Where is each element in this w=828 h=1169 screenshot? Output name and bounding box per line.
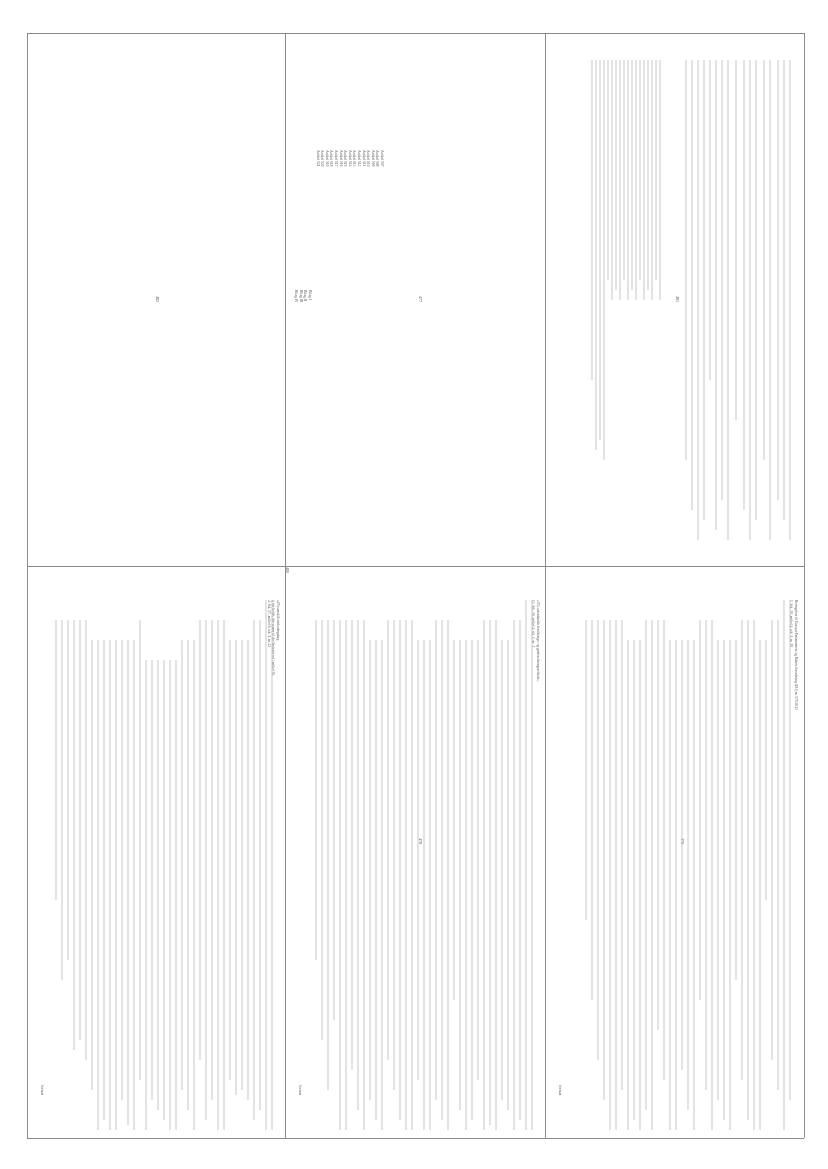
toc-item: Artikel 510 (366, 150, 371, 167)
text-line: »25) særskilt risikodægning, (276, 600, 280, 642)
page-number-477: 477 (418, 296, 423, 302)
frame-top (27, 33, 804, 34)
toc-item: Artikel 516 (338, 150, 343, 167)
page-number-479: 479 (680, 838, 685, 844)
page-480-text (531, 600, 540, 682)
text-line: Betingelser til Europa-Parlamentets og Rådets forordning (EU) nr. 575/2013 (794, 600, 798, 710)
page-number-481: 481 (675, 296, 680, 302)
toc-item: Bilag I (308, 290, 312, 300)
toc-list (315, 150, 384, 166)
toc-item: Artikel 520 (320, 150, 325, 167)
page-478-text (266, 600, 280, 676)
frame-right (804, 33, 805, 1138)
text-line: 4. Stk. 27, artikel 6, stk. 1, nr. 42 (266, 600, 271, 648)
toc-item: Bilag IV (294, 290, 299, 303)
toc-item: Bilag II (303, 290, 308, 302)
frame-col1 (285, 33, 286, 1138)
text-line: 13. Stk. 20, artikel 4, stk. 1, nr. 1 (531, 600, 536, 648)
toc-item: Artikel 514 (347, 150, 352, 167)
frame-middle (27, 566, 804, 567)
toc-item: Artikel 511 (361, 150, 366, 167)
toc-item: Artikel 513 (352, 150, 357, 167)
toc-item: Artikel 519 (324, 150, 329, 167)
frame-col2 (545, 33, 546, 1138)
toc-item: Artikel 509 (370, 150, 375, 167)
toc-item: Artikel 515 (343, 150, 348, 167)
page-number-480: 480 (285, 567, 290, 573)
text-line: »35) ›udenlandsk forsikrings- og genforsikringsselskab‹, (536, 600, 540, 682)
toc-item: Artikel 512 (357, 150, 362, 167)
footer-mark-481: fortsat (558, 1085, 563, 1096)
text-line: i) det beløb, der svarer til det fastsatte tal i artikel 26, (271, 600, 276, 677)
toc-item: Artikel 508 (375, 150, 380, 167)
page-482-text (789, 600, 798, 710)
page-number-478: 478 (418, 838, 423, 844)
toc-annex-list (294, 290, 312, 302)
text-line: 1. Stk. 29, artikel 4, stk. 1, nr. 19 (789, 600, 794, 648)
toc-item: Bilag III (298, 290, 303, 303)
frame-bottom (27, 1138, 804, 1139)
frame-left (27, 33, 28, 1138)
footer-mark-478: fortsat (40, 1085, 45, 1096)
footer-mark-480: fortsat (298, 1085, 303, 1096)
toc-item: Artikel 518 (329, 150, 334, 167)
toc-item: Artikel 507 (380, 150, 384, 167)
page-number-482: 482 (155, 296, 160, 302)
toc-item: Artikel 521 (315, 150, 320, 167)
toc-item: Artikel 517 (334, 150, 339, 167)
